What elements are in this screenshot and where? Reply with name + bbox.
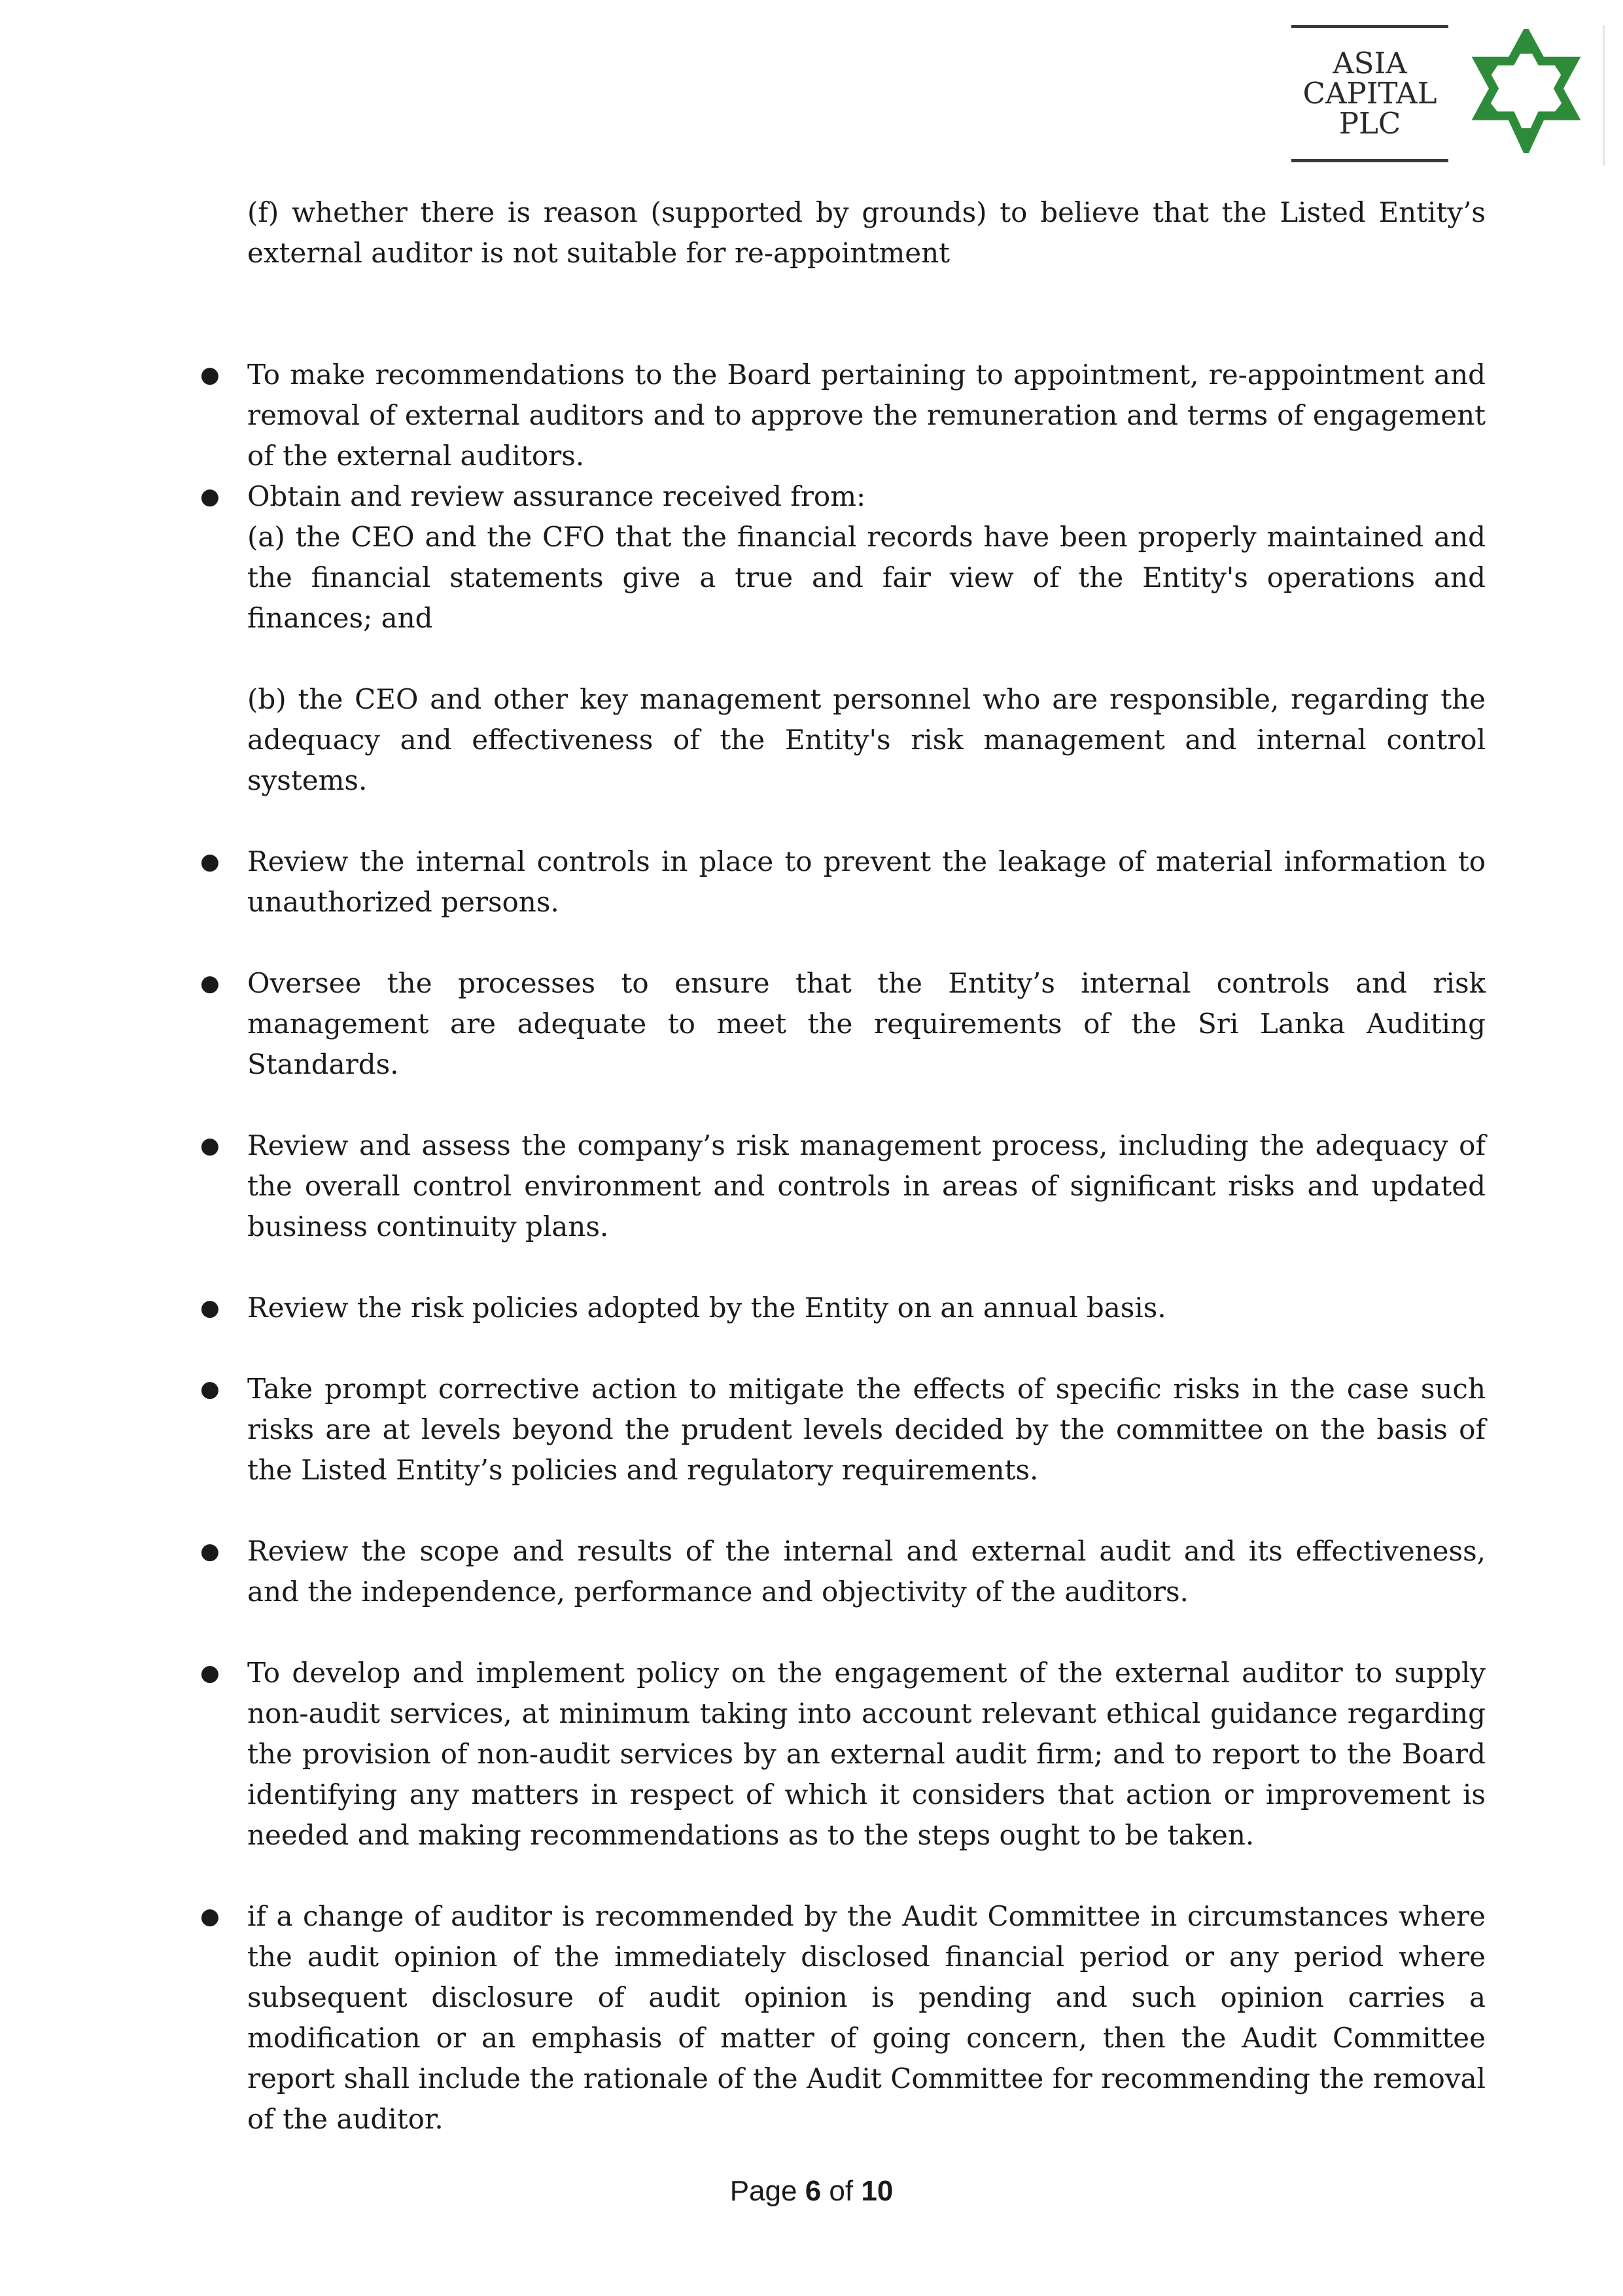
bullet-dot-icon: ● (200, 1660, 220, 1686)
bullet-dot-icon: ● (200, 1903, 220, 1930)
list-subitem-b: (b) the CEO and other key management personnel who are responsible, regarding the adequacy and effectiveness of the Entity's risk management and internal control systems. (247, 683, 1486, 796)
bullet-dot-icon: ● (200, 1538, 220, 1564)
bullet-dot-icon: ● (200, 1133, 220, 1159)
document-body (200, 192, 1486, 2140)
list-item-text: Take prompt corrective action to mitigate the effects of specific risks in the case such risks are at levels beyond the prudent levels decided by the committee on the basis of the Listed Entity’s policies and regulatory requirements. (247, 1373, 1486, 1486)
bullet-dot-icon: ● (200, 362, 220, 388)
list-item-text: Review and assess the company’s risk management process, including the adequacy of the overall control environment and controls in areas of significant risks and updated business continuity plans. (247, 1129, 1486, 1243)
list-item-text: Review the internal controls in place to prevent the leakage of material information to unauthorized persons. (247, 845, 1486, 918)
list-item (200, 1531, 1486, 1612)
list-item (200, 355, 1486, 476)
logo-line-asia: ASIA (1333, 46, 1407, 80)
list-item (200, 1653, 1486, 1856)
page-footer (0, 2175, 1623, 2208)
logo-wordmark (1291, 25, 1448, 162)
list-item-text: Review the risk policies adopted by the Entity on an annual basis. (247, 1292, 1166, 1324)
of-word: of (829, 2175, 854, 2207)
current-page-number: 6 (805, 2175, 822, 2207)
bullet-dot-icon: ● (200, 1295, 220, 1321)
bullet-dot-icon: ● (200, 484, 220, 510)
bullet-dot-icon: ● (200, 1376, 220, 1402)
total-pages-number: 10 (861, 2175, 894, 2207)
list-item (200, 1896, 1486, 2140)
list-subitem-a: (a) the CEO and the CFO that the financial records have been properly maintained and the financial statements give a true and fair view of the Entity's operations and finances; and (247, 521, 1486, 634)
list-item (200, 841, 1486, 923)
list-item (200, 1369, 1486, 1491)
bullet-dot-icon: ● (200, 970, 220, 997)
header-divider (1603, 25, 1605, 166)
list-item (200, 963, 1486, 1085)
list-item-text: Obtain and review assurance received from: (247, 480, 866, 512)
list-item-text: To develop and implement policy on the engagement of the external auditor to supply non-audit services, at minimum taking into account relevant ethical guidance regarding the provision of non-audit services by an external audit firm; and to report to the Board identifying any matters in respect of which it considers that action or improvement is needed and making recommendations as to the steps ought to be taken. (247, 1657, 1486, 1851)
star-emblem-icon (1464, 29, 1588, 153)
list-item-text: To make recommendations to the Board pertaining to appointment, re-appointment and removal of external auditors and to approve the remuneration and terms of engagement of the external auditors. (247, 359, 1486, 472)
list-item (200, 476, 1486, 801)
list-item-text: if a change of auditor is recommended by the Audit Committee in circumstances where the audit opinion of the immediately disclosed financial period or any period where subsequent disclosure of audit opinion is pending and such opinion carries a modification or an emphasis of matter of going concern, then the Audit Committee report shall include the rationale of the Audit Committee for recommending the removal of the auditor. (247, 1900, 1486, 2135)
logo-line-plc: PLC (1338, 106, 1401, 141)
list-item (200, 1288, 1486, 1328)
company-logo (1282, 25, 1603, 169)
bullet-dot-icon: ● (200, 849, 220, 875)
logo-line-capital: CAPITAL (1302, 76, 1437, 111)
list-item-text: Oversee the processes to ensure that the Entity’s internal controls and risk management are adequate to meet the requirements of the Sri Lanka Auditing Standards. (247, 967, 1486, 1080)
page-word: Page (729, 2175, 797, 2207)
list-item (200, 1125, 1486, 1247)
intro-paragraph: (f) whether there is reason (supported by grounds) to believe that the Listed Entity’s external auditor is not suitable for re-appointment (247, 196, 1486, 269)
list-item-text: Review the scope and results of the internal and external audit and its effectiveness, and the independence, performance and objectivity of the auditors. (247, 1535, 1486, 1608)
